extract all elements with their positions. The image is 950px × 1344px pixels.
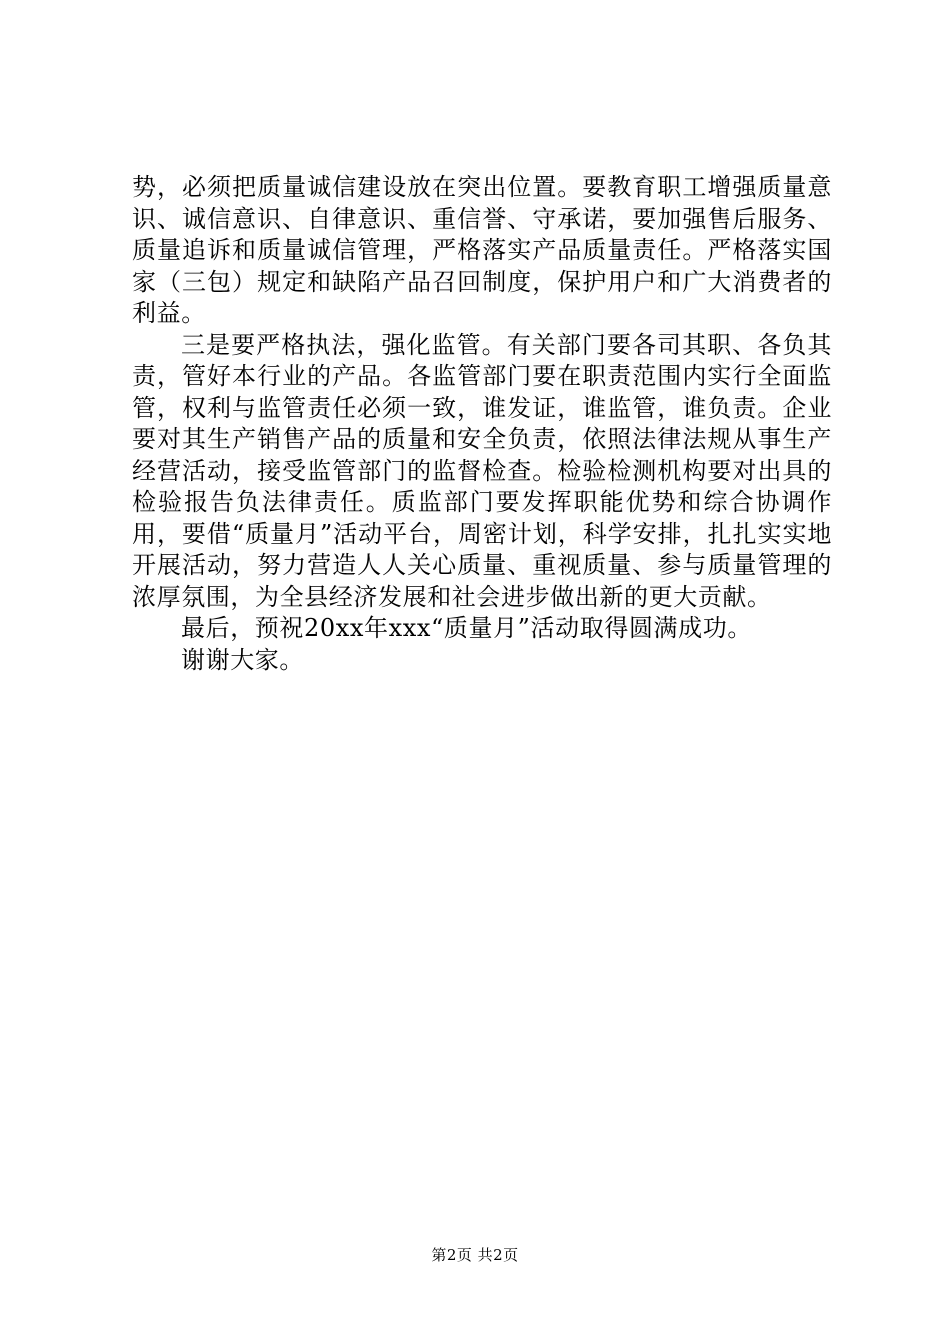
- paragraph-thanks: 谢谢大家。: [181, 645, 304, 674]
- document-body: [132, 172, 832, 676]
- paragraph-closing-wish: 最后，预祝20xx年xxx“质量月”活动取得圆满成功。: [181, 614, 752, 642]
- paragraph-continuation: 势，必须把质量诚信建设放在突出位置。要教育职工增强质量意识、诚信意识、自律意识、重信誉、守承诺，要加强售后服务、质量追诉和质量诚信管理，严格落实产品质量责任。严格落实国家（三包）规定和缺陷产品召回制度，保护用户和广大消费者的利益。: [132, 173, 832, 327]
- page-footer: [0, 1245, 950, 1265]
- paragraph-point-three: 三是要严格执法，强化监管。有关部门要各司其职、各负其责，管好本行业的产品。各监管部门要在职责范围内实行全面监管，权利与监管责任必须一致，谁发证，谁监管，谁负责。企业要对其生产销售产品的质量和安全负责，依照法律法规从事生产经营活动，接受监管部门的监督检查。检验检测机构要对出具的检验报告负法律责任。质监部门要发挥职能优势和综合协调作用，要借“质量月”活动平台，周密计划，科学安排，扎扎实实地开展活动，努力营造人人关心质量、重视质量、参与质量管理的浓厚氛围，为全县经济发展和社会进步做出新的更大贡献。: [132, 330, 832, 611]
- page-number-label: 第2页 共2页: [431, 1246, 519, 1264]
